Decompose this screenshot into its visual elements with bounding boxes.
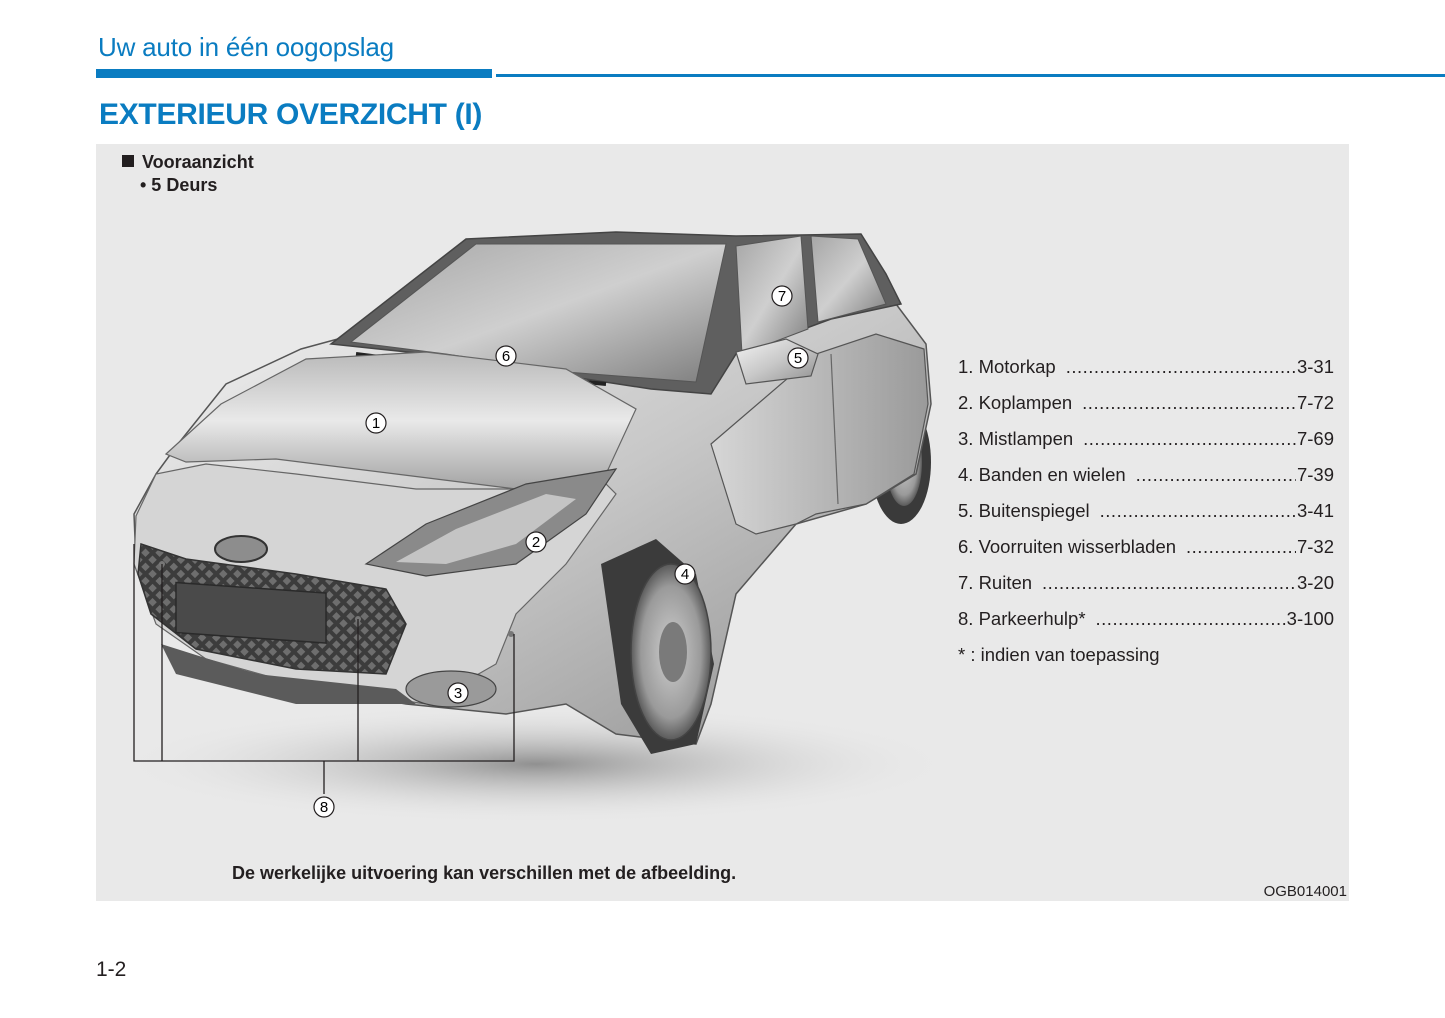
callout-2 <box>526 532 546 552</box>
leader-dots <box>1066 356 1296 378</box>
legend-item-page: 7-69 <box>1296 428 1334 449</box>
figure-panel <box>96 144 1349 901</box>
legend-item-page: 3-20 <box>1296 572 1334 593</box>
svg-text:2: 2 <box>531 534 541 551</box>
legend-item-label: 5. Buitenspiegel <box>958 500 1090 521</box>
svg-text:1: 1 <box>371 415 381 432</box>
legend-item-page: 3-41 <box>1296 500 1334 521</box>
variant-label: • 5 Deurs <box>140 175 218 195</box>
legend-item <box>958 428 1334 464</box>
leader-dots <box>1082 392 1296 414</box>
legend-item <box>958 392 1334 428</box>
legend-item <box>958 356 1334 392</box>
leader-dots <box>1186 536 1296 558</box>
callout-8 <box>314 797 334 817</box>
callout-5 <box>788 348 808 368</box>
legend-item <box>958 572 1334 608</box>
header-rule-thick <box>96 69 492 78</box>
leader-dots <box>1096 608 1286 630</box>
legend-item <box>958 608 1334 644</box>
view-label-text: Vooraanzicht <box>142 152 254 172</box>
header-rule-thin <box>496 74 1445 77</box>
legend-item-page: 3-31 <box>1296 356 1334 377</box>
legend-note: * : indien van toepassing <box>958 644 1160 665</box>
legend-item-label: 1. Motorkap <box>958 356 1056 377</box>
callout-7 <box>772 286 792 306</box>
legend-item-label: 6. Voorruiten wisserbladen <box>958 536 1177 557</box>
leader-dots <box>1136 464 1296 486</box>
svg-text:8: 8 <box>319 799 329 816</box>
legend-item-page: 7-32 <box>1296 536 1334 557</box>
legend-item <box>958 536 1334 572</box>
legend-item-label: 2. Koplampen <box>958 392 1073 413</box>
svg-text:6: 6 <box>501 348 511 365</box>
parts-legend <box>958 356 1334 680</box>
legend-item-label: 3. Mistlampen <box>958 428 1074 449</box>
legend-item-label: 8. Parkeerhulp* <box>958 608 1086 629</box>
legend-item-label: 7. Ruiten <box>958 572 1033 593</box>
leader-dots <box>1042 572 1296 594</box>
legend-item-page: 3-100 <box>1286 608 1334 629</box>
legend-item <box>958 500 1334 536</box>
legend-item-page: 7-39 <box>1296 464 1334 485</box>
leader-dots <box>1083 428 1296 450</box>
section-title: Uw auto in één oogopslag <box>98 32 394 62</box>
svg-text:7: 7 <box>777 288 787 305</box>
callout-3 <box>448 683 468 703</box>
svg-text:5: 5 <box>793 350 803 367</box>
image-code: OGB014001 <box>1263 883 1347 900</box>
legend-item <box>958 464 1334 500</box>
svg-text:4: 4 <box>680 566 690 583</box>
page-number: 1-2 <box>96 958 127 981</box>
callout-6 <box>496 346 516 366</box>
leader-dots <box>1100 500 1296 522</box>
legend-item-page: 7-72 <box>1296 392 1334 413</box>
callout-4 <box>675 564 695 584</box>
legend-item-label: 4. Banden en wielen <box>958 464 1126 485</box>
callout-1 <box>366 413 386 433</box>
svg-text:3: 3 <box>453 685 463 702</box>
page-heading: EXTERIEUR OVERZICHT (I) <box>99 98 483 131</box>
figure-disclaimer: De werkelijke uitvoering kan verschillen met de afbeelding. <box>232 863 737 883</box>
car-illustration <box>96 144 956 844</box>
